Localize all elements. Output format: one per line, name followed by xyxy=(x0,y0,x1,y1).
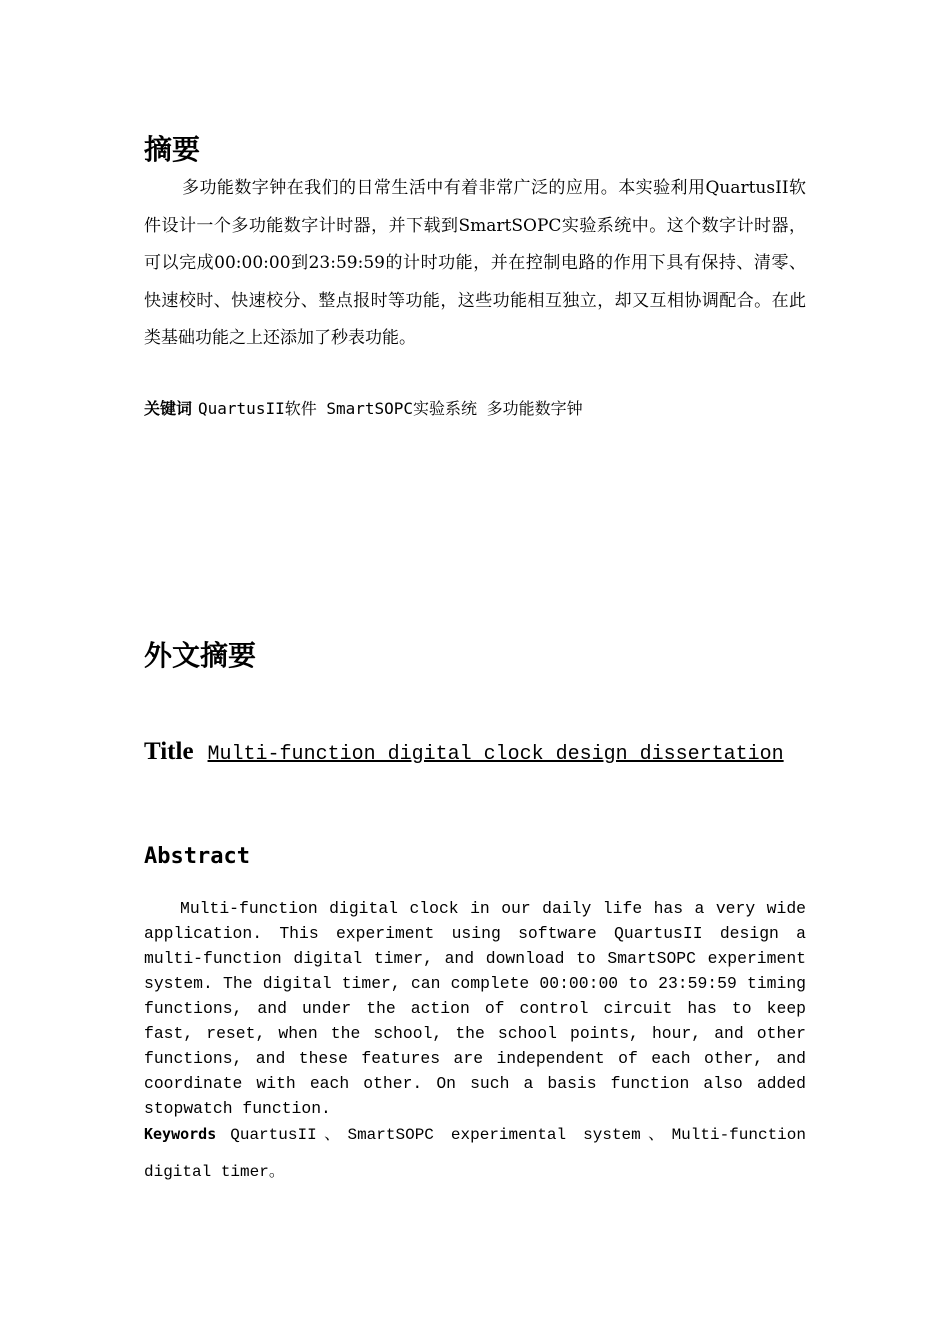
chinese-keywords-label: 关键词 xyxy=(144,399,193,418)
chinese-keywords-text: QuartusII软件 SmartSOPC实验系统 多功能数字钟 xyxy=(198,399,583,418)
chinese-keywords xyxy=(144,394,806,424)
foreign-abstract-heading: 外文摘要 xyxy=(144,639,257,672)
title-label: Title xyxy=(144,738,194,765)
english-abstract-heading: Abstract xyxy=(144,844,250,869)
title-line xyxy=(144,738,844,766)
english-abstract-body: Multi-function digital clock in our daily life has a very wide application. This experiment using software QuartusII design a multi-function digital timer, and download to SmartSOPC experiment system. The digital timer, can complete 00:00:00 to 23:59:59 timing functions, and under the action of control circuit has to keep fast, reset, when the school, the school points, hour, and other functions, and these features are independent of each other, and coordinate with each other. On such a basis function also added stopwatch function. xyxy=(144,899,806,1118)
chinese-abstract-body: 多功能数字钟在我们的日常生活中有着非常广泛的应用。本实验利用QuartusII软件设计一个多功能数字计时器，并下载到SmartSOPC实验系统中。这个数字计时器，可以完成00:00:00到23:59:59的计时功能，并在控制电路的作用下具有保持、清零、快速校时、快速校分、整点报时等功能，这些功能相互独立，却又互相协调配合。在此类基础功能之上还添加了秒表功能。 xyxy=(144,178,806,349)
chinese-abstract-heading: 摘要 xyxy=(144,133,201,166)
english-keywords-text: QuartusII、SmartSOPC experimental system、Multi-function digital timer。 xyxy=(144,1126,806,1181)
english-keywords-label: Keywords xyxy=(144,1125,217,1143)
english-keywords xyxy=(144,1116,806,1191)
title-text: Multi-function digital clock design dissertation xyxy=(207,743,784,766)
